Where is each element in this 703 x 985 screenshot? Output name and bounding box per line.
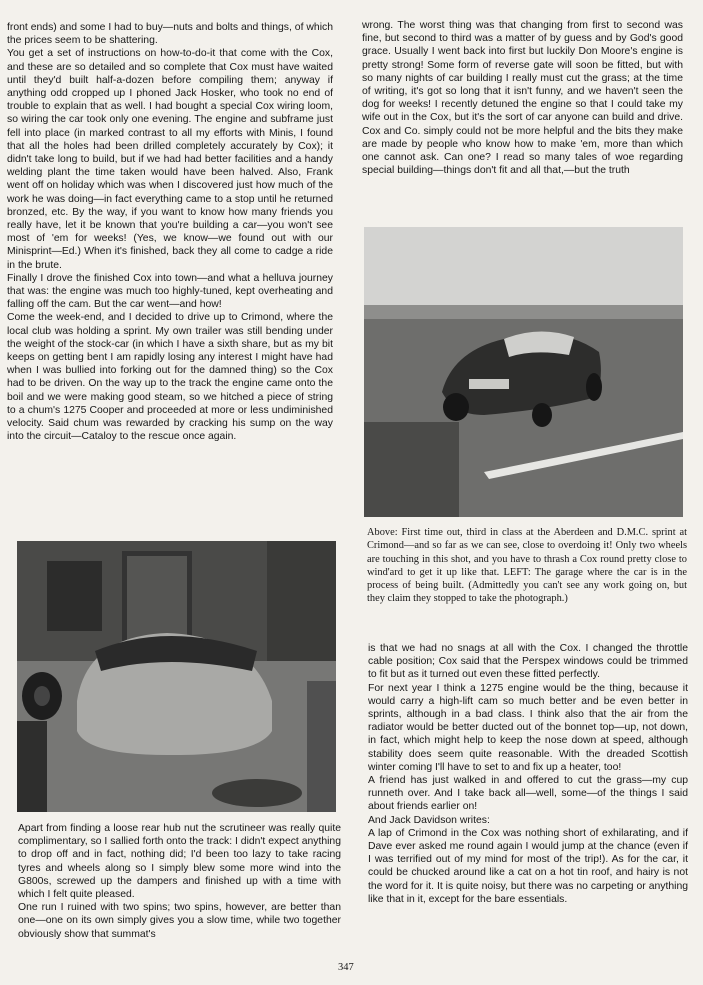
garage-photo xyxy=(17,541,336,812)
paragraph: You get a set of instructions on how-to-do-it that come with the Cox, and these are so detailed and so complete that Cox must have waited until they'd built half-a-dozen before compiling them; anyway if anything odd cropped up I phoned Jack Hosker, who took no end of trouble to explain that as well. I had bought a special Cox wiring loom, so wiring the car took only one evening. The engine and subframe just fell into place (in marked contrast to all my efforts with Minis, I found that all the holes had been drilled completely accurately by Cox); it didn't take long to build, but if we had had better facilities and a handy welding plant the time taken would have been halved. Also, Frank went off on holiday which was when I discovered just how much of the work he was doing—in fact everything came to a stop until he returned bronzed, etc. By the way, if you want to know how many friends you really have, let it be known that you're building a car—you won't see most of 'em for weeks! (Yes, we know—we found out with our Minisprint—Ed.) When it's finished, back they all come to cadge a ride in the brute. xyxy=(7,48,333,271)
paragraph: A friend has just walked in and offered to cut the grass—my cup runneth over. And I take back all—well, some—of the things I said about friends earlier on! xyxy=(368,775,688,813)
paragraph: And Jack Davidson writes: xyxy=(368,814,490,826)
paragraph: front ends) and some I had to buy—nuts and bolts and things, of which the prices seem to be shattering. xyxy=(7,22,333,47)
paragraph: is that we had no snags at all with the Cox. I changed the throttle cable position; Cox said that the Perspex windows could be trimmed to fit but as it turned out even these fitted perfectly. xyxy=(368,643,688,681)
paragraph: Apart from finding a loose rear hub nut the scrutineer was really quite complimentary, so I sallied forth onto the track: I didn't expect anything to drop off and in fact, nothing did; I'd been too lazy to take racing tyres and wheels along so I simply blew some more wind into the G800s, screwed up the dampers and finished up with a time with which I felt quite pleased. xyxy=(18,823,341,901)
article-column-left-bottom xyxy=(18,822,341,941)
paragraph: wrong. The worst thing was that changing from first to second was fine, but second to third was a matter of by guess and by God's good grace. Usually I went back into first but luckily Don Moore's engine is pretty strong! Some form of reverse gate will soon be fitted, but with so many nights of car building I really must cut the grass; at the time of writing, it's got so long that it isn't funny, and we haven't seen the dog for weeks! I recently detuned the engine so that I could take my wife out in the Cox, but it's the sort of car anyone can build and drive. Cox and Co. simply could not be more helpful and the bits they make are made by people who know how to make 'em, more than which one cannot ask. Can one? I read so many tales of woe regarding special building—things don't fit and all that,—but the truth xyxy=(362,20,683,177)
race-car-photo xyxy=(364,227,683,517)
photo-caption: Above: First time out, third in class at the Aberdeen and D.M.C. sprint at Crimond—and so far as we can see, close to overdoing it! Only two wheels are touching in this shot, and you have to thrash a Cox round pretty close to wind'ard to get it up like that. LEFT: The garage where the car is in the process of being built. (Admittedly you can't see any work going on, but they claim they stopped to take the photograph.) xyxy=(367,527,687,605)
article-column-left-top xyxy=(7,21,333,444)
page-number: 347 xyxy=(338,962,354,973)
paragraph: One run I ruined with two spins; two spins, however, are better than one—one on its own simply gives you a slow time, while two together obviously show that summat's xyxy=(18,902,341,940)
paragraph: For next year I think a 1275 engine would be the thing, because it would carry a high-lift cam so much better and be even better in sprints, although in a bad class. I think also that the air from the radiator would be better ducted out of the bonnet top—up, not down, in fact, which might help to keep the nose down at speed, although stability does seem quite reasonable. With the dreaded Scottish winter coming I'll have to set to and fix up a heater, too! xyxy=(368,682,688,773)
article-column-right-top xyxy=(362,19,683,177)
paragraph: Finally I drove the finished Cox into town—and what a helluva journey that was: the engine was much too highly-tuned, kept overheating and falling off the cam. But the car went—and how! xyxy=(7,272,333,311)
paragraph: A lap of Crimond in the Cox was nothing short of exhilarating, and if Dave ever asked me round again I would jump at the chance (even if I was terrified out of my mind for most of the trip!). As for the car, it could be chucked around like a cat on a hot tin roof, and hairy is not the word for it. It is quite noisy, but there was no carpeting or anything like that in it, except for the bare essentials. xyxy=(368,827,688,905)
article-column-right-bottom xyxy=(368,642,688,906)
paragraph: Come the week-end, and I decided to drive up to Crimond, where the local club was holding a sprint. My own trailer was still bending under the weight of the stock-car (in which I have a sixth share, but as my bit keeps on getting bent I am rapidly losing any interest I might have had when I was bullied into forking out for the damned thing) so the Cox had to be driven. On the way up to the track the engine came onto the boil and we were making good steam, so we hitched a piece of string to a chum's 1275 Cooper and proceeded at more or less undiminished velocity. Said chum was rewarded by cracking his sump on the way into the circuit—Cataloy to the rescue once again. xyxy=(7,312,333,443)
